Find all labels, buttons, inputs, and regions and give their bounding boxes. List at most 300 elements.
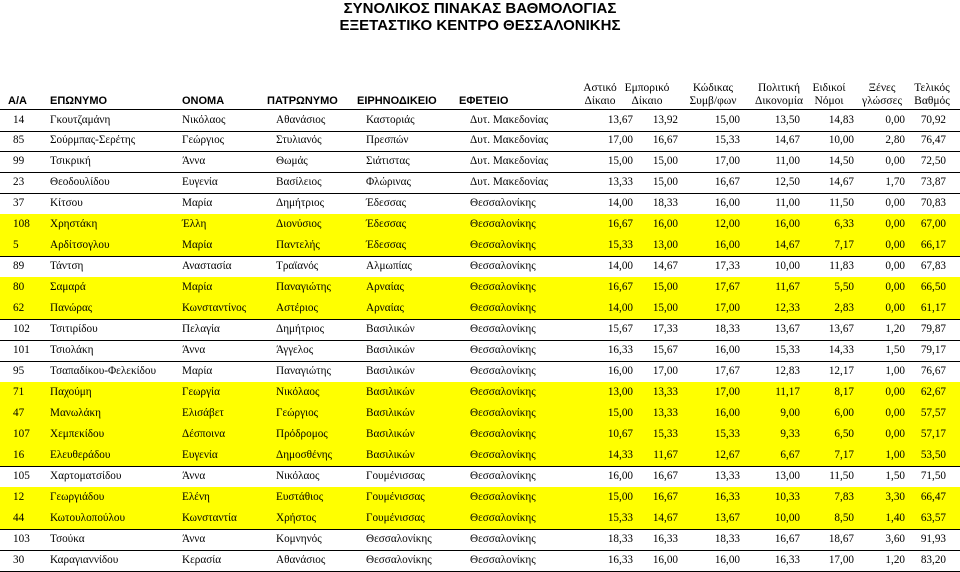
cell-surname: Σαμαρά (50, 281, 86, 293)
cell-aa: 62 (13, 302, 25, 314)
cell-civil: 15,33 (607, 512, 633, 524)
cell-appeal: Δυτ. Μακεδονίας (470, 155, 549, 167)
cell-civil: 13,67 (607, 114, 633, 126)
cell-father: Άγγελος (276, 344, 314, 356)
cell-codes: 17,00 (714, 302, 740, 314)
header-name: ΟΝΟΜΑ (182, 95, 225, 107)
cell-father: Παντελής (276, 239, 320, 251)
cell-civil-proc: 16,33 (774, 554, 800, 566)
cell-name: Έλλη (182, 218, 207, 230)
table-row (0, 277, 960, 299)
cell-aa: 12 (13, 491, 25, 503)
cell-court: Γουμένισσας (366, 491, 425, 503)
cell-surname: Γεωργιάδου (50, 491, 105, 503)
cell-surname: Κωτουλοπούλου (50, 512, 126, 524)
table-row (0, 256, 960, 278)
cell-court: Θεσσαλονίκης (366, 533, 432, 545)
cell-special: 7,83 (834, 491, 854, 503)
table-row (0, 340, 960, 362)
cell-father: Νικόλαος (276, 386, 320, 398)
cell-civil-proc: 16,00 (774, 218, 800, 230)
cell-aa: 14 (13, 114, 25, 126)
cell-special: 17,00 (828, 554, 854, 566)
cell-surname: Τσιολάκη (50, 344, 94, 356)
cell-father: Αθανάσιος (276, 554, 326, 566)
cell-aa: 71 (13, 386, 25, 398)
cell-surname: Αρδίτσογλου (50, 239, 110, 251)
cell-civil-proc: 12,33 (774, 302, 800, 314)
header-commercial-line1: Εμπορικό (624, 82, 670, 94)
cell-final: 73,87 (920, 176, 946, 188)
header-civil-proc-line1: Πολιτική (757, 82, 801, 94)
cell-commercial: 16,00 (652, 554, 678, 566)
cell-surname: Τσούκα (50, 533, 85, 545)
cell-foreign: 1,20 (885, 554, 905, 566)
cell-special: 18,67 (828, 533, 854, 545)
table-row (0, 466, 960, 488)
cell-court: Αρναίας (366, 281, 404, 293)
table-row (0, 424, 960, 446)
cell-aa: 30 (13, 554, 25, 566)
cell-foreign: 0,00 (885, 407, 905, 419)
cell-aa: 101 (13, 344, 30, 356)
cell-name: Ελισάβετ (182, 407, 224, 419)
cell-special: 12,17 (828, 365, 854, 377)
cell-appeal: Δυτ. Μακεδονίας (470, 134, 549, 146)
cell-final: 66,17 (920, 239, 946, 251)
header-surname: ΕΠΩΝΥΜΟ (50, 95, 108, 107)
table-row (0, 361, 960, 383)
cell-foreign: 0,00 (885, 197, 905, 209)
cell-foreign: 0,00 (885, 302, 905, 314)
cell-civil: 15,00 (607, 491, 633, 503)
cell-foreign: 2,80 (885, 134, 905, 146)
table-row (0, 235, 960, 257)
cell-aa: 16 (13, 449, 25, 461)
cell-commercial: 16,67 (652, 470, 678, 482)
cell-foreign: 0,00 (885, 281, 905, 293)
cell-father: Νικόλαος (276, 470, 320, 482)
cell-codes: 15,00 (714, 114, 740, 126)
cell-name: Αναστασία (182, 260, 232, 272)
cell-civil: 15,00 (607, 407, 633, 419)
cell-civil-proc: 10,00 (774, 512, 800, 524)
cell-court: Βασιλικών (366, 344, 415, 356)
cell-civil: 14,00 (607, 260, 633, 272)
cell-aa: 80 (13, 281, 25, 293)
cell-foreign: 1,50 (885, 344, 905, 356)
header-final (904, 82, 960, 108)
cell-court: Αλμωπίας (366, 260, 412, 272)
cell-special: 8,17 (834, 386, 854, 398)
cell-father: Γεώργιος (276, 407, 319, 419)
table-row (0, 214, 960, 236)
header-court: ΕΙΡΗΝΟΔΙΚΕΙΟ (357, 95, 437, 107)
cell-aa: 89 (13, 260, 25, 272)
header-final-line1: Τελικός (914, 82, 950, 94)
cell-final: 72,50 (920, 155, 946, 167)
cell-surname: Τσικρική (50, 155, 91, 167)
table-row (0, 445, 960, 467)
cell-commercial: 17,00 (652, 365, 678, 377)
table-row (0, 382, 960, 404)
cell-civil-proc: 11,00 (775, 155, 800, 167)
header-special-line2: Νόμοι (814, 95, 844, 107)
cell-father: Δημοσθένης (276, 449, 333, 461)
cell-final: 61,17 (920, 302, 946, 314)
cell-codes: 17,00 (714, 386, 740, 398)
cell-commercial: 16,33 (652, 533, 678, 545)
cell-civil-proc: 11,00 (775, 197, 800, 209)
cell-father: Τραϊανός (276, 260, 319, 272)
cell-civil: 13,00 (607, 386, 633, 398)
cell-court: Καστοριάς (366, 114, 415, 126)
cell-court: Βασιλικών (366, 323, 415, 335)
cell-final: 57,57 (920, 407, 946, 419)
table-row (0, 508, 960, 530)
cell-special: 7,17 (834, 449, 854, 461)
cell-court: Βασιλικών (366, 407, 415, 419)
cell-commercial: 14,67 (652, 260, 678, 272)
cell-father: Δημήτριος (276, 197, 325, 209)
cell-surname: Τσαπαδίκου-Φελεκίδου (50, 365, 157, 377)
cell-foreign: 0,00 (885, 260, 905, 272)
cell-foreign: 0,00 (885, 386, 905, 398)
cell-special: 8,50 (834, 512, 854, 524)
cell-name: Ευγενία (182, 449, 218, 461)
header-final-line2: Βαθμός (914, 95, 950, 107)
cell-surname: Σούρμπας-Σερέτης (50, 134, 136, 146)
cell-civil: 16,67 (607, 218, 633, 230)
cell-civil: 15,33 (607, 239, 633, 251)
cell-aa: 108 (13, 218, 30, 230)
cell-name: Άννα (182, 533, 206, 545)
cell-codes: 18,33 (714, 533, 740, 545)
cell-special: 14,50 (828, 155, 854, 167)
cell-final: 66,47 (920, 491, 946, 503)
table-row (0, 130, 960, 152)
cell-codes: 16,00 (714, 239, 740, 251)
cell-special: 13,67 (828, 323, 854, 335)
cell-name: Μαρία (182, 197, 213, 209)
cell-codes: 12,67 (714, 449, 740, 461)
cell-appeal: Θεσσαλονίκης (470, 260, 536, 272)
cell-father: Στυλιανός (276, 134, 322, 146)
cell-commercial: 16,67 (652, 134, 678, 146)
cell-civil-proc: 14,67 (774, 134, 800, 146)
cell-foreign: 1,20 (885, 323, 905, 335)
table-row (0, 298, 960, 320)
header-civil-line2: Δίκαιο (584, 95, 616, 107)
cell-special: 6,33 (834, 218, 854, 230)
cell-commercial: 17,33 (652, 323, 678, 335)
cell-final: 67,83 (920, 260, 946, 272)
cell-surname: Τσιτιρίδου (50, 323, 98, 335)
cell-appeal: Θεσσαλονίκης (470, 302, 536, 314)
cell-civil: 15,67 (607, 323, 633, 335)
cell-codes: 16,00 (714, 407, 740, 419)
cell-commercial: 16,67 (652, 491, 678, 503)
cell-appeal: Θεσσαλονίκης (470, 197, 536, 209)
cell-codes: 17,33 (714, 260, 740, 272)
cell-special: 6,00 (834, 407, 854, 419)
cell-commercial: 16,00 (652, 218, 678, 230)
cell-name: Δέσποινα (182, 428, 226, 440)
cell-name: Πελαγία (182, 323, 220, 335)
table-row (0, 319, 960, 341)
cell-appeal: Θεσσαλονίκης (470, 554, 536, 566)
cell-foreign: 1,40 (885, 512, 905, 524)
cell-codes: 16,33 (714, 491, 740, 503)
cell-civil: 14,33 (607, 449, 633, 461)
cell-court: Βασιλικών (366, 386, 415, 398)
table-header (0, 72, 960, 110)
cell-court: Σιάτιστας (366, 155, 410, 167)
cell-special: 6,50 (834, 428, 854, 440)
cell-name: Γεωργία (182, 386, 220, 398)
cell-special: 10,00 (828, 134, 854, 146)
cell-civil-proc: 11,67 (775, 281, 800, 293)
cell-aa: 99 (13, 155, 25, 167)
header-foreign-line2: γλώσσες (861, 95, 902, 107)
cell-aa: 23 (13, 176, 25, 188)
title-line-1: ΣΥΝΟΛΙΚΟΣ ΠΙΝΑΚΑΣ ΒΑΘΜΟΛΟΓΙΑΣ (343, 0, 617, 17)
table-row (0, 151, 960, 173)
header-foreign-line1: Ξένες (868, 82, 896, 94)
cell-civil: 18,33 (607, 533, 633, 545)
cell-civil: 16,00 (607, 470, 633, 482)
cell-father: Παναγιώτης (276, 281, 331, 293)
table-row (0, 487, 960, 509)
cell-civil: 15,00 (607, 155, 633, 167)
cell-aa: 103 (13, 533, 30, 545)
cell-name: Μαρία (182, 239, 213, 251)
cell-special: 5,50 (834, 281, 854, 293)
cell-father: Θωμάς (276, 155, 308, 167)
cell-codes: 16,00 (714, 197, 740, 209)
cell-name: Γεώργιος (182, 134, 225, 146)
cell-final: 63,57 (920, 512, 946, 524)
cell-appeal: Θεσσαλονίκης (470, 449, 536, 461)
cell-court: Αρναίας (366, 302, 404, 314)
cell-court: Βασιλικών (366, 428, 415, 440)
cell-foreign: 3,30 (885, 491, 905, 503)
cell-appeal: Θεσσαλονίκης (470, 344, 536, 356)
cell-civil: 16,67 (607, 281, 633, 293)
cell-aa: 85 (13, 134, 25, 146)
cell-final: 62,67 (920, 386, 946, 398)
cell-surname: Χαρτοματσίδου (50, 470, 122, 482)
cell-court: Πρεσπών (366, 134, 409, 146)
cell-court: Βασιλικών (366, 365, 415, 377)
cell-commercial: 15,33 (652, 428, 678, 440)
cell-civil: 16,00 (607, 365, 633, 377)
table-row (0, 403, 960, 425)
cell-special: 14,83 (828, 114, 854, 126)
cell-civil: 14,00 (607, 197, 633, 209)
cell-foreign: 1,00 (885, 365, 905, 377)
cell-codes: 17,67 (714, 365, 740, 377)
cell-final: 76,67 (920, 365, 946, 377)
header-special (800, 82, 858, 108)
cell-final: 79,17 (920, 344, 946, 356)
cell-special: 11,83 (829, 260, 854, 272)
cell-surname: Μανωλάκη (50, 407, 102, 419)
cell-codes: 16,67 (714, 176, 740, 188)
cell-special: 11,50 (829, 197, 854, 209)
header-special-line1: Ειδικοί (812, 82, 846, 94)
cell-father: Βασίλειος (276, 176, 322, 188)
cell-surname: Γκουτζαμάνη (50, 114, 111, 126)
cell-court: Γουμένισσας (366, 512, 425, 524)
cell-surname: Θεοδουλίδου (50, 176, 110, 188)
cell-appeal: Δυτ. Μακεδονίας (470, 114, 549, 126)
cell-name: Άννα (182, 470, 206, 482)
table-row (0, 529, 960, 551)
cell-special: 14,67 (828, 176, 854, 188)
cell-name: Κωνσταντίνος (182, 302, 247, 314)
cell-commercial: 15,00 (652, 302, 678, 314)
cell-civil: 16,33 (607, 554, 633, 566)
cell-civil-proc: 12,50 (774, 176, 800, 188)
cell-civil-proc: 13,67 (774, 323, 800, 335)
cell-final: 67,00 (920, 218, 946, 230)
cell-surname: Πανώρας (50, 302, 93, 314)
cell-commercial: 15,67 (652, 344, 678, 356)
cell-final: 79,87 (920, 323, 946, 335)
cell-commercial: 13,33 (652, 386, 678, 398)
cell-civil-proc: 15,33 (774, 344, 800, 356)
cell-final: 70,83 (920, 197, 946, 209)
cell-special: 14,33 (828, 344, 854, 356)
cell-appeal: Θεσσαλονίκης (470, 512, 536, 524)
cell-appeal: Δυτ. Μακεδονίας (470, 176, 549, 188)
cell-name: Μαρία (182, 281, 213, 293)
header-codes-line2: Συμβ/φων (689, 95, 737, 107)
cell-codes: 16,00 (714, 554, 740, 566)
cell-foreign: 1,00 (885, 449, 905, 461)
cell-name: Άννα (182, 344, 206, 356)
cell-aa: 5 (13, 239, 19, 251)
cell-surname: Καραγιαννίδου (50, 554, 119, 566)
cell-special: 7,17 (834, 239, 854, 251)
cell-name: Ευγενία (182, 176, 218, 188)
cell-aa: 102 (13, 323, 30, 335)
table-row (0, 172, 960, 194)
cell-appeal: Θεσσαλονίκης (470, 470, 536, 482)
cell-civil-proc: 14,67 (774, 239, 800, 251)
cell-foreign: 0,00 (885, 218, 905, 230)
cell-court: Έδεσσας (366, 197, 407, 209)
cell-civil-proc: 10,33 (774, 491, 800, 503)
cell-aa: 95 (13, 365, 25, 377)
cell-commercial: 18,33 (652, 197, 678, 209)
cell-surname: Ελευθεράδου (50, 449, 111, 461)
cell-court: Θεσσαλονίκης (366, 554, 432, 566)
cell-aa: 47 (13, 407, 25, 419)
cell-final: 66,50 (920, 281, 946, 293)
cell-appeal: Θεσσαλονίκης (470, 365, 536, 377)
cell-civil: 13,33 (607, 176, 633, 188)
header-codes-line1: Κώδικας (692, 82, 734, 94)
cell-father: Πρόδρομος (276, 428, 328, 440)
cell-final: 57,17 (920, 428, 946, 440)
cell-commercial: 14,67 (652, 512, 678, 524)
table-row (0, 550, 960, 572)
cell-civil: 14,00 (607, 302, 633, 314)
cell-foreign: 3,60 (885, 533, 905, 545)
cell-name: Κερασία (182, 554, 222, 566)
cell-name: Μαρία (182, 365, 213, 377)
cell-final: 71,50 (920, 470, 946, 482)
cell-special: 11,50 (829, 470, 854, 482)
cell-foreign: 0,00 (885, 155, 905, 167)
table-row (0, 193, 960, 215)
cell-civil-proc: 13,00 (774, 470, 800, 482)
cell-commercial: 13,00 (652, 239, 678, 251)
cell-civil-proc: 6,67 (780, 449, 800, 461)
cell-father: Παναγιώτης (276, 365, 331, 377)
cell-commercial: 15,00 (652, 176, 678, 188)
cell-foreign: 1,50 (885, 470, 905, 482)
cell-father: Δημήτριος (276, 323, 325, 335)
cell-civil: 10,67 (607, 428, 633, 440)
cell-final: 83,20 (920, 554, 946, 566)
header-father: ΠΑΤΡΩΝΥΜΟ (267, 95, 338, 107)
cell-father: Χρήστος (276, 512, 317, 524)
cell-appeal: Θεσσαλονίκης (470, 218, 536, 230)
cell-surname: Τάντση (50, 260, 84, 272)
cell-aa: 44 (13, 512, 25, 524)
cell-codes: 12,00 (714, 218, 740, 230)
cell-civil-proc: 9,33 (780, 428, 800, 440)
cell-father: Αστέριος (276, 302, 318, 314)
cell-aa: 105 (13, 470, 30, 482)
cell-codes: 17,67 (714, 281, 740, 293)
cell-name: Κωνσταντία (182, 512, 237, 524)
cell-commercial: 15,00 (652, 155, 678, 167)
cell-court: Έδεσσας (366, 218, 407, 230)
cell-foreign: 0,00 (885, 114, 905, 126)
cell-name: Νικόλαος (182, 114, 226, 126)
cell-final: 53,50 (920, 449, 946, 461)
cell-final: 76,47 (920, 134, 946, 146)
title-line-2: ΕΞΕΤΑΣΤΙΚΟ ΚΕΝΤΡΟ ΘΕΣΣΑΛΟΝΙΚΗΣ (339, 17, 621, 34)
cell-father: Διονύσιος (276, 218, 322, 230)
table-row (0, 109, 960, 132)
cell-father: Αθανάσιος (276, 114, 326, 126)
cell-father: Κομνηνός (276, 533, 322, 545)
cell-appeal: Θεσσαλονίκης (470, 407, 536, 419)
cell-commercial: 13,33 (652, 407, 678, 419)
cell-civil-proc: 12,83 (774, 365, 800, 377)
header-appeal: ΕΦΕΤΕΙΟ (459, 95, 509, 107)
cell-commercial: 15,00 (652, 281, 678, 293)
cell-appeal: Θεσσαλονίκης (470, 386, 536, 398)
cell-name: Άννα (182, 155, 206, 167)
cell-foreign: 1,70 (885, 176, 905, 188)
cell-surname: Παχούμη (50, 386, 92, 398)
cell-appeal: Θεσσαλονίκης (470, 491, 536, 503)
cell-appeal: Θεσσαλονίκης (470, 428, 536, 440)
cell-civil-proc: 9,00 (780, 407, 800, 419)
cell-aa: 107 (13, 428, 30, 440)
cell-codes: 15,33 (714, 134, 740, 146)
cell-surname: Κίτσου (50, 197, 83, 209)
cell-aa: 37 (13, 197, 25, 209)
cell-foreign: 0,00 (885, 428, 905, 440)
cell-court: Βασιλικών (366, 449, 415, 461)
